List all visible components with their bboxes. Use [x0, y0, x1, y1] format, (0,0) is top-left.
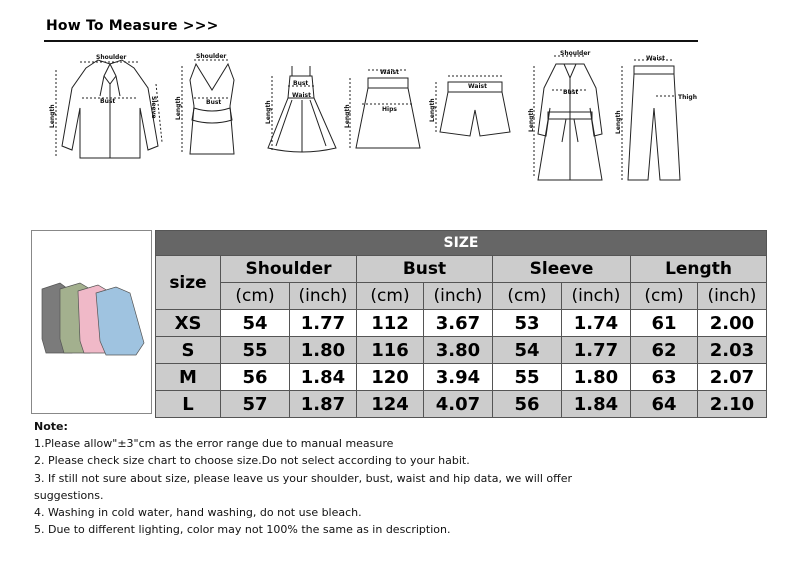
- value-cell: 63: [631, 364, 698, 391]
- unit-header: (inch): [698, 283, 767, 310]
- value-cell: 2.07: [698, 364, 767, 391]
- size-cell: M: [156, 364, 221, 391]
- vest-shoulder-label: Shoulder: [196, 53, 227, 60]
- notes-heading: Note:: [34, 420, 68, 433]
- pants-length-label: Length: [615, 110, 622, 134]
- group-header-bust: Bust: [357, 256, 493, 283]
- value-cell: 56: [493, 391, 562, 418]
- group-header-length: Length: [631, 256, 767, 283]
- note-line: 4. Washing in cold water, hand washing, do not use bleach.: [34, 506, 362, 520]
- unit-header: (cm): [493, 283, 562, 310]
- value-cell: 56: [221, 364, 290, 391]
- unit-header: (cm): [357, 283, 424, 310]
- shorts-figure: [430, 68, 520, 148]
- value-cell: 54: [221, 310, 290, 337]
- blouse-shoulder-label: Shoulder: [96, 54, 127, 61]
- size-cell: L: [156, 391, 221, 418]
- vest-figure: [172, 50, 252, 166]
- value-cell: 120: [357, 364, 424, 391]
- note-line: 3. If still not sure about size, please leave us your shoulder, bust, waist and hip data, we will offer suggestions.: [34, 471, 572, 502]
- coat-shoulder-label: Shoulder: [560, 50, 591, 57]
- group-header-shoulder: Shoulder: [221, 256, 357, 283]
- dress-figure: [262, 60, 342, 160]
- skirt-figure: [346, 62, 426, 158]
- value-cell: 2.00: [698, 310, 767, 337]
- note-line: 1.Please allow"±3"cm as the error range due to manual measure: [34, 437, 394, 451]
- value-cell: 1.80: [290, 337, 357, 364]
- value-cell: 1.77: [290, 310, 357, 337]
- coat-figure: [530, 48, 610, 184]
- unit-header: (cm): [631, 283, 698, 310]
- note-line: 5. Due to different lighting, color may not 100% the same as in description.: [34, 523, 451, 537]
- value-cell: 1.87: [290, 391, 357, 418]
- heading-rule: [44, 40, 698, 42]
- group-header-sleeve: Sleeve: [493, 256, 631, 283]
- blouse-sleeve-label: Sleeve: [150, 96, 157, 119]
- size-chart-title: SIZE: [156, 231, 767, 256]
- value-cell: 3.94: [424, 364, 493, 391]
- value-cell: 2.03: [698, 337, 767, 364]
- vest-length-label: Length: [175, 96, 182, 120]
- unit-header: (inch): [424, 283, 493, 310]
- shorts-waist-label: Waist: [468, 83, 487, 90]
- vest-bust-label: Bust: [206, 99, 222, 106]
- value-cell: 1.77: [562, 337, 631, 364]
- value-cell: 55: [493, 364, 562, 391]
- pants-thigh-label: Thigh: [678, 94, 697, 101]
- pants-figure: [614, 52, 704, 184]
- value-cell: 57: [221, 391, 290, 418]
- note-line: 2. Please check size chart to choose size.Do not select according to your habit.: [34, 454, 470, 468]
- unit-header: (inch): [290, 283, 357, 310]
- value-cell: 4.07: [424, 391, 493, 418]
- dress-length-label: Length: [265, 100, 272, 124]
- notes-section: [34, 418, 634, 538]
- table-row: [156, 364, 767, 391]
- value-cell: 1.80: [562, 364, 631, 391]
- product-photo: [31, 230, 152, 414]
- dress-waist-label: Waist: [292, 92, 311, 99]
- skirt-hips-label: Hips: [382, 106, 397, 113]
- size-column-header: size: [156, 256, 221, 310]
- value-cell: 61: [631, 310, 698, 337]
- value-cell: 116: [357, 337, 424, 364]
- size-cell: XS: [156, 310, 221, 337]
- pants-waist-label: Waist: [646, 55, 665, 62]
- coat-bust-label: Bust: [563, 89, 579, 96]
- size-cell: S: [156, 337, 221, 364]
- value-cell: 1.84: [290, 364, 357, 391]
- shorts-length-label: Length: [429, 98, 436, 122]
- unit-header: (inch): [562, 283, 631, 310]
- size-chart-table: [155, 230, 767, 418]
- dress-bust-label: Bust: [293, 80, 309, 87]
- value-cell: 3.67: [424, 310, 493, 337]
- blouse-figure: [48, 50, 168, 166]
- value-cell: 62: [631, 337, 698, 364]
- value-cell: 112: [357, 310, 424, 337]
- table-row: [156, 337, 767, 364]
- value-cell: 3.80: [424, 337, 493, 364]
- value-cell: 55: [221, 337, 290, 364]
- skirt-length-label: Length: [344, 104, 351, 128]
- value-cell: 1.84: [562, 391, 631, 418]
- how-to-measure-heading: How To Measure >>>: [46, 18, 219, 34]
- unit-header: (cm): [221, 283, 290, 310]
- table-row: [156, 310, 767, 337]
- table-row: [156, 391, 767, 418]
- value-cell: 54: [493, 337, 562, 364]
- blue-jacket: [96, 287, 144, 355]
- blouse-bust-label: Bust: [100, 98, 116, 105]
- skirt-waist-label: Waist: [380, 69, 399, 76]
- value-cell: 2.10: [698, 391, 767, 418]
- value-cell: 53: [493, 310, 562, 337]
- blouse-length-label: Length: [49, 104, 56, 128]
- value-cell: 64: [631, 391, 698, 418]
- value-cell: 1.74: [562, 310, 631, 337]
- value-cell: 124: [357, 391, 424, 418]
- coat-length-label: Length: [528, 108, 535, 132]
